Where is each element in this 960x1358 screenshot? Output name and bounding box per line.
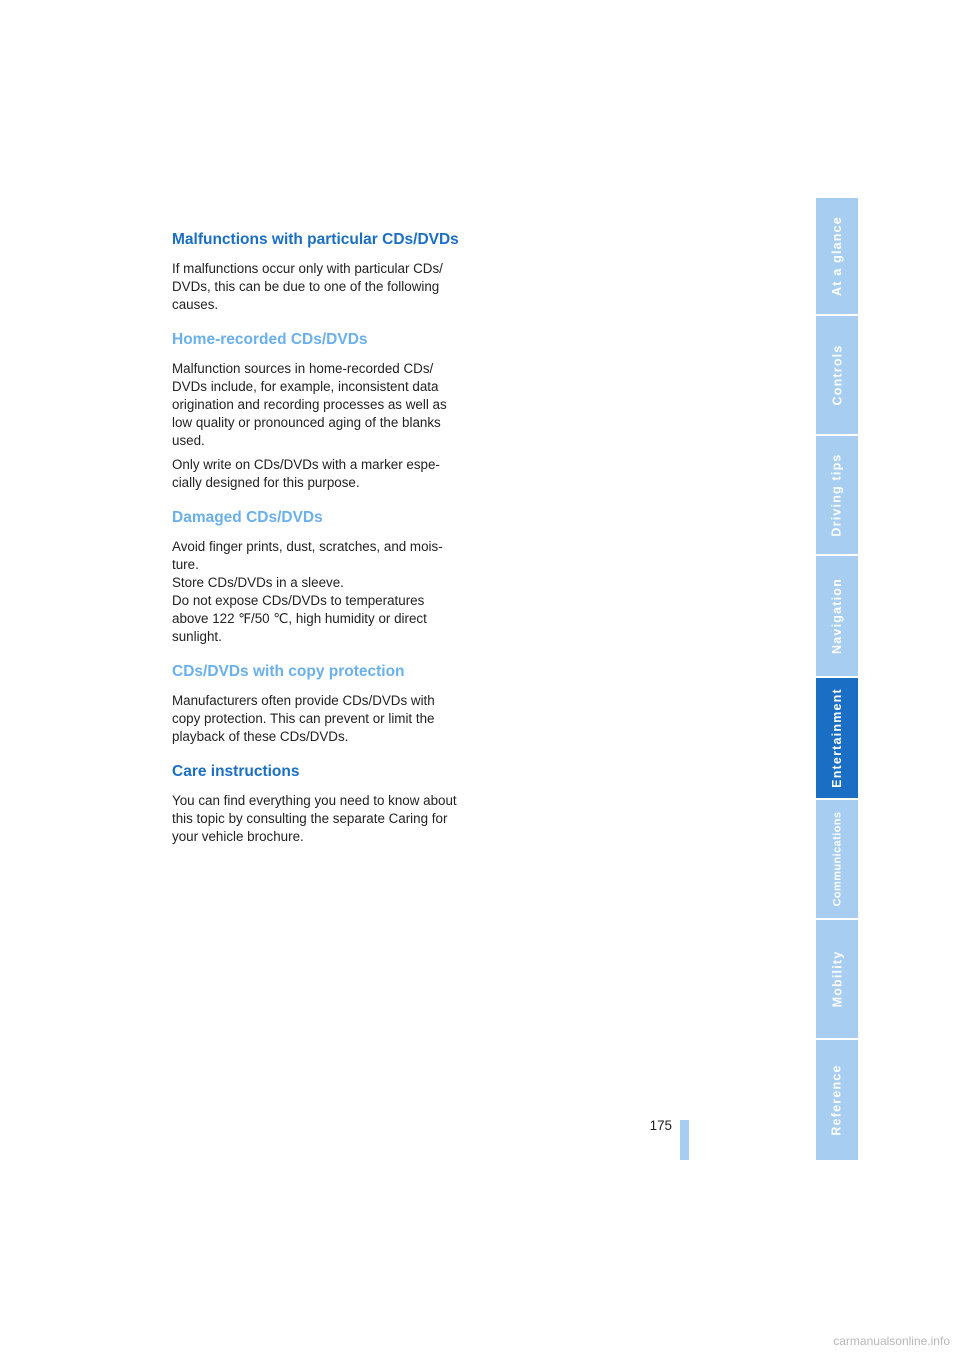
tab-communications[interactable] bbox=[816, 800, 858, 918]
tab-controls[interactable] bbox=[816, 316, 858, 434]
section-heading-care: Care instructions bbox=[172, 763, 300, 780]
tab-label-mobility: Mobility bbox=[830, 950, 845, 1008]
tab-label-controls: Controls bbox=[830, 344, 844, 406]
paragraph-copy-protection: Manufacturers often provide CDs/DVDs with copy protection. This can prevent or limit the playback of these CDs/DVDs. bbox=[172, 693, 435, 744]
section-heading-home-recorded: Home-recorded CDs/DVDs bbox=[172, 331, 368, 348]
section-heading-copy-protection: CDs/DVDs with copy protection bbox=[172, 663, 405, 680]
paragraph-home-recorded-1: Malfunction sources in home-recorded CDs/ DVDs include, for example, inconsistent data origination and recording processes as well as low quality or pronounced aging of the blanks used. bbox=[172, 361, 447, 448]
paragraph-home-recorded-2: Only write on CDs/DVDs with a marker espe- cially designed for this purpose. bbox=[172, 457, 440, 490]
tab-at-a-glance[interactable] bbox=[816, 198, 858, 314]
tab-label-communications: Communications bbox=[831, 811, 843, 907]
chapter-tabs bbox=[816, 198, 858, 1160]
tab-mobility[interactable] bbox=[816, 920, 858, 1038]
page-content bbox=[172, 230, 472, 852]
page-marker-bar bbox=[680, 1120, 689, 1160]
section-heading-damaged: Damaged CDs/DVDs bbox=[172, 509, 323, 526]
section-heading-malfunctions: Malfunctions with particular CDs/DVDs bbox=[172, 231, 459, 248]
tab-label-navigation: Navigation bbox=[830, 578, 844, 654]
tab-reference[interactable] bbox=[816, 1040, 858, 1160]
tab-navigation[interactable] bbox=[816, 556, 858, 676]
paragraph-damaged: Avoid finger prints, dust, scratches, and mois- ture. Store CDs/DVDs in a sleeve. Do not expose CDs/DVDs to temperatures above 122 ℉/50 ℃, high humidity or direct sunlight. bbox=[172, 539, 443, 644]
tab-label-at-a-glance: At a glance bbox=[830, 216, 845, 296]
paragraph-malfunctions: If malfunctions occur only with particular CDs/ DVDs, this can be due to one of the following causes. bbox=[172, 261, 443, 312]
watermark: carmanualsonline.info bbox=[833, 1334, 950, 1348]
tab-entertainment[interactable] bbox=[816, 678, 858, 798]
tab-label-reference: Reference bbox=[830, 1064, 844, 1136]
tab-driving-tips[interactable] bbox=[816, 436, 858, 554]
tab-label-entertainment: Entertainment bbox=[830, 688, 845, 788]
paragraph-care: You can find everything you need to know about this topic by consulting the separate Caring for your vehicle brochure. bbox=[172, 793, 457, 844]
tab-label-driving-tips: Driving tips bbox=[830, 453, 844, 537]
page-number: 175 bbox=[649, 1118, 672, 1133]
